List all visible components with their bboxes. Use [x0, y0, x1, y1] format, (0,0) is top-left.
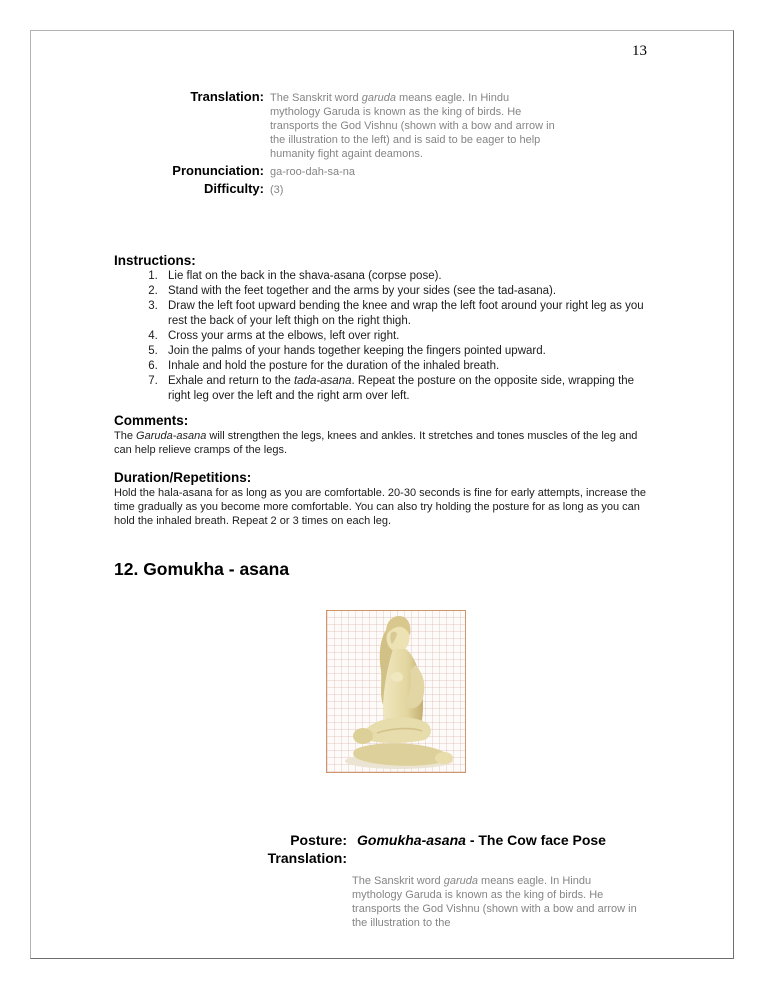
figure-container — [114, 610, 677, 779]
page-number: 13 — [632, 43, 647, 59]
instructions-heading: Instructions: — [114, 253, 196, 268]
bottom-translation-row — [114, 849, 677, 867]
translation-italic-term: garuda — [361, 92, 396, 104]
instruction-item: 4. Cross your arms at the elbows, left over right. — [161, 329, 651, 344]
posture-post: - The Cow face Pose — [465, 832, 606, 848]
pronunciation-row — [31, 163, 733, 179]
duration-heading: Duration/Repetitions: — [114, 470, 252, 485]
instruction-item: 1. Lie flat on the back in the shava-asana (corpse pose). — [161, 269, 651, 284]
instruction-item: 2. Stand with the feet together and the arms by your sides (see the tad-asana). — [161, 284, 651, 299]
difficulty-row — [31, 181, 733, 197]
gomukha-section-heading: 12. Gomukha - asana — [114, 559, 290, 579]
duration-text: Hold the hala-asana for as long as you are comfortable. 20-30 seconds is fine for early attempts, increase the time gradually as you become more comfortable. You can also try holding the posture for as long as you can hold the inhaled breath. Repeat 2 or 3 times on each leg. — [114, 487, 646, 527]
instruction-item: 3. Draw the left foot upward bending the knee and wrap the left foot around your right leg as you rest the back of your left thigh on the right thigh. — [161, 299, 651, 329]
translation-label: Translation: — [190, 89, 264, 104]
pronunciation-text: ga-roo-dah-sa-na — [270, 166, 355, 178]
duration-section — [114, 470, 677, 528]
instruction-item: 5. Join the palms of your hands together keeping the fingers pointed upward. — [161, 344, 651, 359]
translation-text — [270, 89, 558, 161]
bottom-translation-italic-term: garuda — [443, 875, 478, 887]
comments-pre: The — [114, 430, 137, 442]
bottom-translation-label: Translation: — [267, 850, 347, 866]
bottom-translation-post: means eagle. In Hindu mythology Garuda is known as the king of birds. He transports the God Vishnu (shown with a bow and arrow in the illustration to the — [352, 875, 637, 929]
garuda-details — [31, 31, 733, 197]
instruction7-post: . Repeat the posture on the opposite side, wrapping the right leg over the left and the right arm over left. — [168, 375, 635, 402]
instruction-item — [161, 374, 651, 404]
page-content — [31, 253, 733, 930]
comments-section — [114, 413, 677, 457]
bottom-translation-pre: The Sanskrit word — [352, 875, 444, 887]
instructions-section — [114, 253, 677, 404]
posture-text — [357, 831, 606, 849]
comments-post: will strengthen the legs, knees and ankles. It stretches and tones muscles of the leg and can help relieve cramps of the legs. — [114, 430, 638, 456]
comments-italic-term: Garuda-asana — [136, 430, 207, 442]
seated-woman-statue-icon — [326, 610, 466, 773]
translation-row — [31, 89, 733, 161]
bottom-translation-text — [352, 874, 640, 930]
instruction-item: 6. Inhale and hold the posture for the duration of the inhaled breath. — [161, 359, 651, 374]
difficulty-text: (3) — [270, 184, 284, 196]
posture-italic-term: Gomukha-asana — [357, 832, 466, 848]
translation-post: means eagle. In Hindu mythology Garuda is known as the king of birds. He transports the God Vishnu (shown with a bow and arrow in the illustration to the left) and is said to be eager to help humanity fight againt deamons. — [270, 92, 555, 160]
difficulty-label: Difficulty: — [204, 181, 264, 196]
instruction7-italic-term: tada-asana — [293, 375, 352, 387]
instruction7-pre: Exhale and return to the — [168, 375, 294, 387]
posture-row — [114, 831, 677, 849]
gomukha-details — [114, 831, 677, 930]
instructions-list — [114, 269, 651, 404]
posture-label: Posture: — [290, 832, 347, 848]
translation-pre: The Sanskrit word — [270, 92, 362, 104]
comments-text — [114, 429, 654, 457]
comments-heading: Comments: — [114, 413, 189, 428]
pronunciation-label: Pronunciation: — [172, 163, 264, 178]
document-page — [30, 30, 734, 959]
